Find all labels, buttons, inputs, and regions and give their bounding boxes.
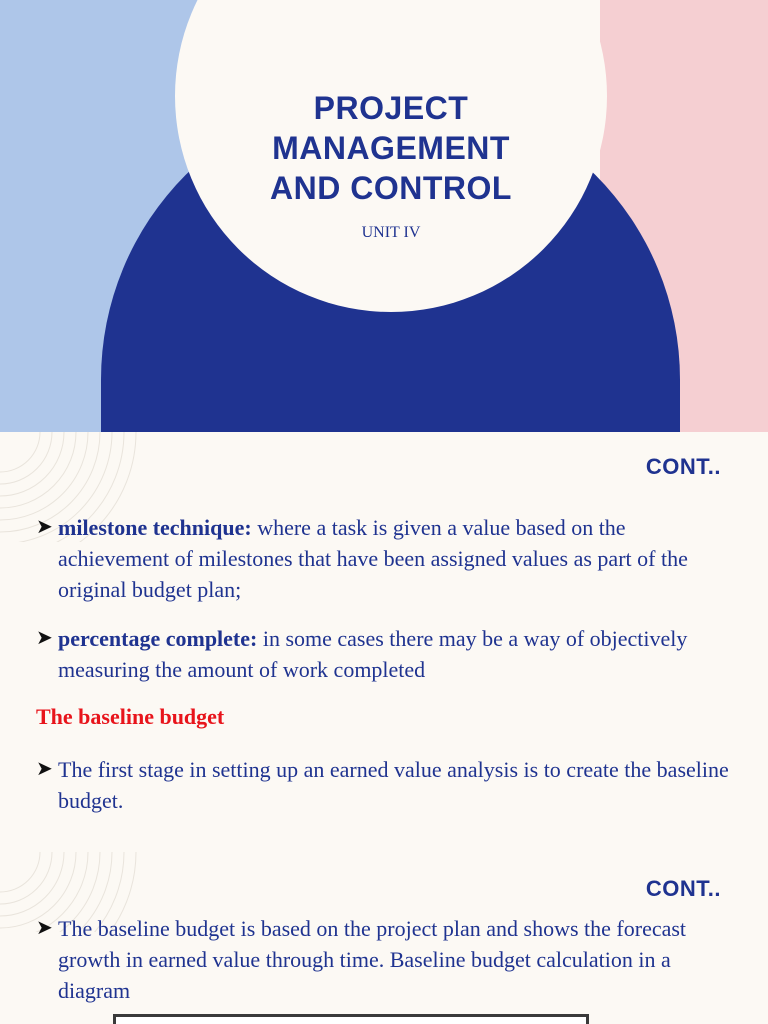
bullet-text: The baseline budget is based on the project plan and shows the forecast growth in earned value through time. Baseline budget calculation in a diagram: [58, 916, 687, 1003]
slide-heading: CONT..: [645, 454, 721, 479]
title-slide: [0, 0, 768, 432]
title-line: MANAGEMENT: [272, 130, 510, 166]
slide-heading: CONT..: [645, 876, 721, 901]
arrow-bullet-icon: ➤: [36, 627, 53, 649]
bullet-text: where a task is given a value based on the achievement of milestones that have been assigned values as part of the original budget plan;: [58, 515, 688, 602]
list-item: [36, 913, 736, 1006]
bullet-text: in some cases there may be a way of objectively measuring the amount of work completed: [58, 626, 688, 682]
title-line: AND CONTROL: [270, 170, 512, 206]
section-heading: The baseline budget: [36, 704, 225, 729]
content-slide-2: [0, 852, 768, 1024]
bullet-term: milestone technique:: [58, 515, 252, 540]
title-line: PROJECT: [313, 90, 469, 126]
bullet-text: The first stage in setting up an earned value analysis is to create the baseline budget.: [58, 757, 729, 813]
bullet-term: percentage complete:: [58, 626, 258, 651]
diagram-image: [113, 1014, 589, 1024]
list-item: [36, 512, 736, 605]
slide-title: [175, 88, 607, 208]
arrow-bullet-icon: ➤: [36, 917, 53, 939]
list-item: [36, 754, 736, 816]
arrow-bullet-icon: ➤: [36, 516, 53, 538]
content-slide-1: [0, 432, 768, 852]
arrow-bullet-icon: ➤: [36, 758, 53, 780]
slide-subtitle: UNIT IV: [361, 224, 421, 241]
list-item: [36, 623, 736, 685]
